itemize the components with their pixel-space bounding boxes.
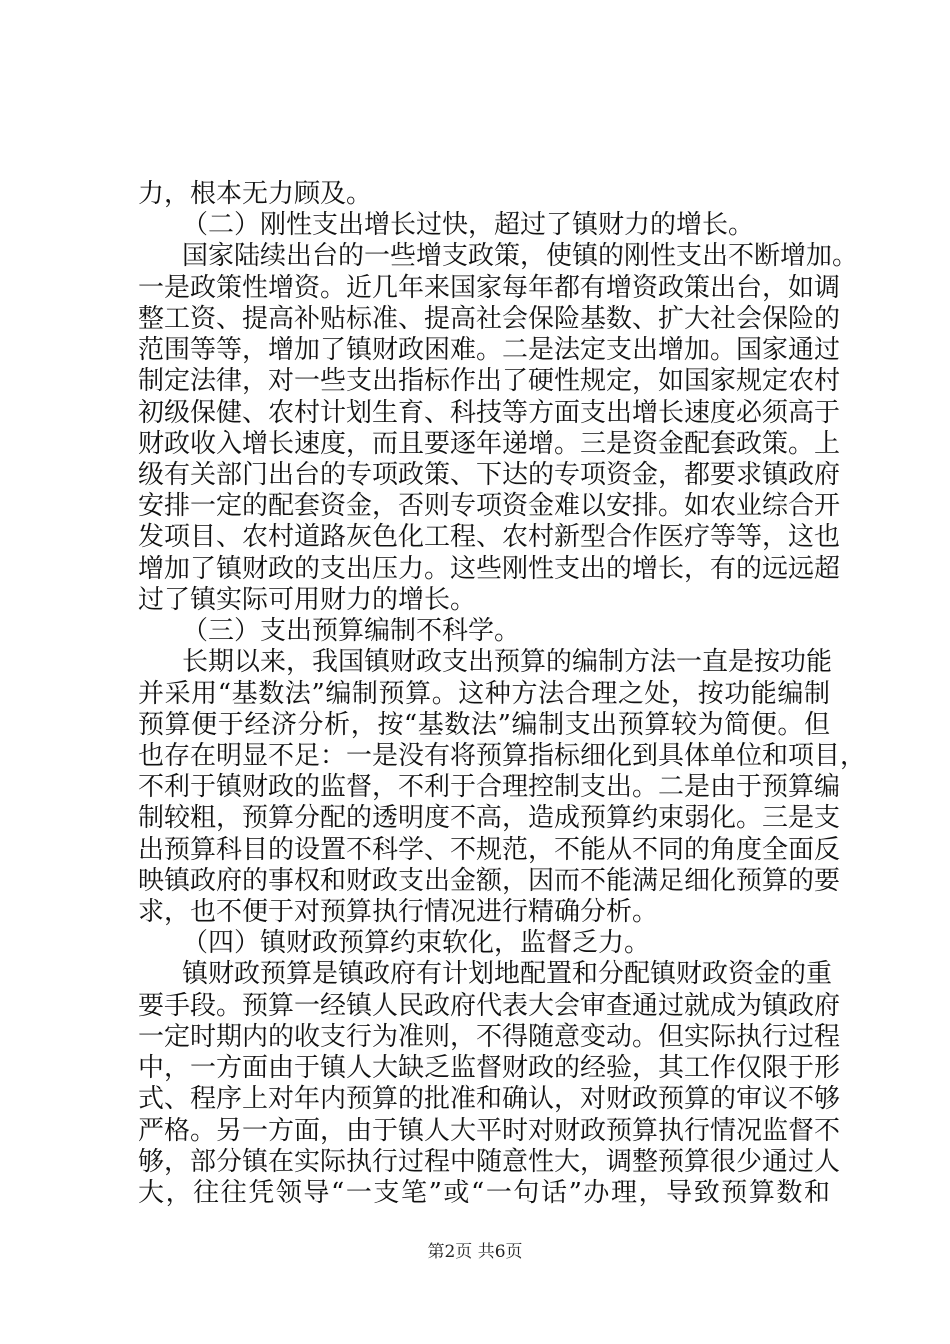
- text-line: 整工资、提高补贴标准、提高社会保险基数、扩大社会保险的: [138, 304, 841, 334]
- text-line: 严格。另一方面，由于镇人大平时对财政预算执行情况监督不: [138, 1116, 841, 1146]
- text-line: 预算便于经济分析，按“基数法”编制支出预算较为简便。但: [138, 710, 830, 740]
- text-line: 初级保健、农村计划生育、科技等方面支出增长速度必须高于: [138, 398, 841, 428]
- text-line: 力，根本无力顾及。: [138, 179, 373, 209]
- text-line: 不利于镇财政的监督，不利于合理控制支出。二是由于预算编: [138, 772, 841, 802]
- section-heading: （二）刚性支出增长过快，超过了镇财力的增长。: [182, 210, 755, 240]
- text-line: 并采用“基数法”编制预算。这种方法合理之处，按功能编制: [138, 679, 830, 709]
- text-line: 出预算科目的设置不科学、不规范，不能从不同的角度全面反: [138, 835, 841, 865]
- text-line: 级有关部门出台的专项政策、下达的专项资金，都要求镇政府: [138, 460, 841, 490]
- text-line: 财政收入增长速度，而且要逐年递增。三是资金配套政策。上: [138, 429, 841, 459]
- page-footer: 第2页 共6页: [427, 1242, 523, 1262]
- text-line: 安排一定的配套资金，否则专项资金难以安排。如农业综合开: [138, 491, 841, 521]
- section-heading: （四）镇财政预算约束软化，监督乏力。: [182, 928, 651, 958]
- text-line: 映镇政府的事权和财政支出金额，因而不能满足细化预算的要: [138, 866, 841, 896]
- section-heading: （三）支出预算编制不科学。: [182, 616, 521, 646]
- text-line: 中，一方面由于镇人大缺乏监督财政的经验，其工作仅限于形: [138, 1053, 841, 1083]
- text-line: 增加了镇财政的支出压力。这些刚性支出的增长，有的远远超: [138, 554, 841, 584]
- text-line: 制定法律，对一些支出指标作出了硬性规定，如国家规定农村: [138, 366, 841, 396]
- text-line: 范围等等，增加了镇财政困难。二是法定支出增加。国家通过: [138, 335, 841, 365]
- text-line: 也存在明显不足：一是没有将预算指标细化到具体单位和项目，: [138, 741, 867, 771]
- text-line: 镇财政预算是镇政府有计划地配置和分配镇财政资金的重: [182, 959, 833, 989]
- text-line: 够，部分镇在实际执行过程中随意性大，调整预算很少通过人: [138, 1147, 841, 1177]
- text-line: 制较粗，预算分配的透明度不高，造成预算约束弱化。三是支: [138, 803, 841, 833]
- text-line: 发项目、农村道路灰色化工程、农村新型合作医疗等等，这也: [138, 522, 841, 552]
- text-line: 要手段。预算一经镇人民政府代表大会审查通过就成为镇政府: [138, 991, 841, 1021]
- text-line: 国家陆续出台的一些增支政策，使镇的刚性支出不断增加。: [182, 241, 859, 271]
- text-line: 一定时期内的收支行为准则，不得随意变动。但实际执行过程: [138, 1022, 841, 1052]
- text-line: 式、程序上对年内预算的批准和确认，对财政预算的审议不够: [138, 1084, 841, 1114]
- text-line: 求，也不便于对预算执行情况进行精确分析。: [138, 897, 659, 927]
- text-line: 一是政策性增资。近几年来国家每年都有增资政策出台，如调: [138, 273, 841, 303]
- text-line: 长期以来，我国镇财政支出预算的编制方法一直是按功能: [182, 647, 833, 677]
- text-line: 过了镇实际可用财力的增长。: [138, 585, 477, 615]
- text-line: 大，往往凭领导“一支笔”或“一句话”办理，导致预算数和: [138, 1178, 830, 1208]
